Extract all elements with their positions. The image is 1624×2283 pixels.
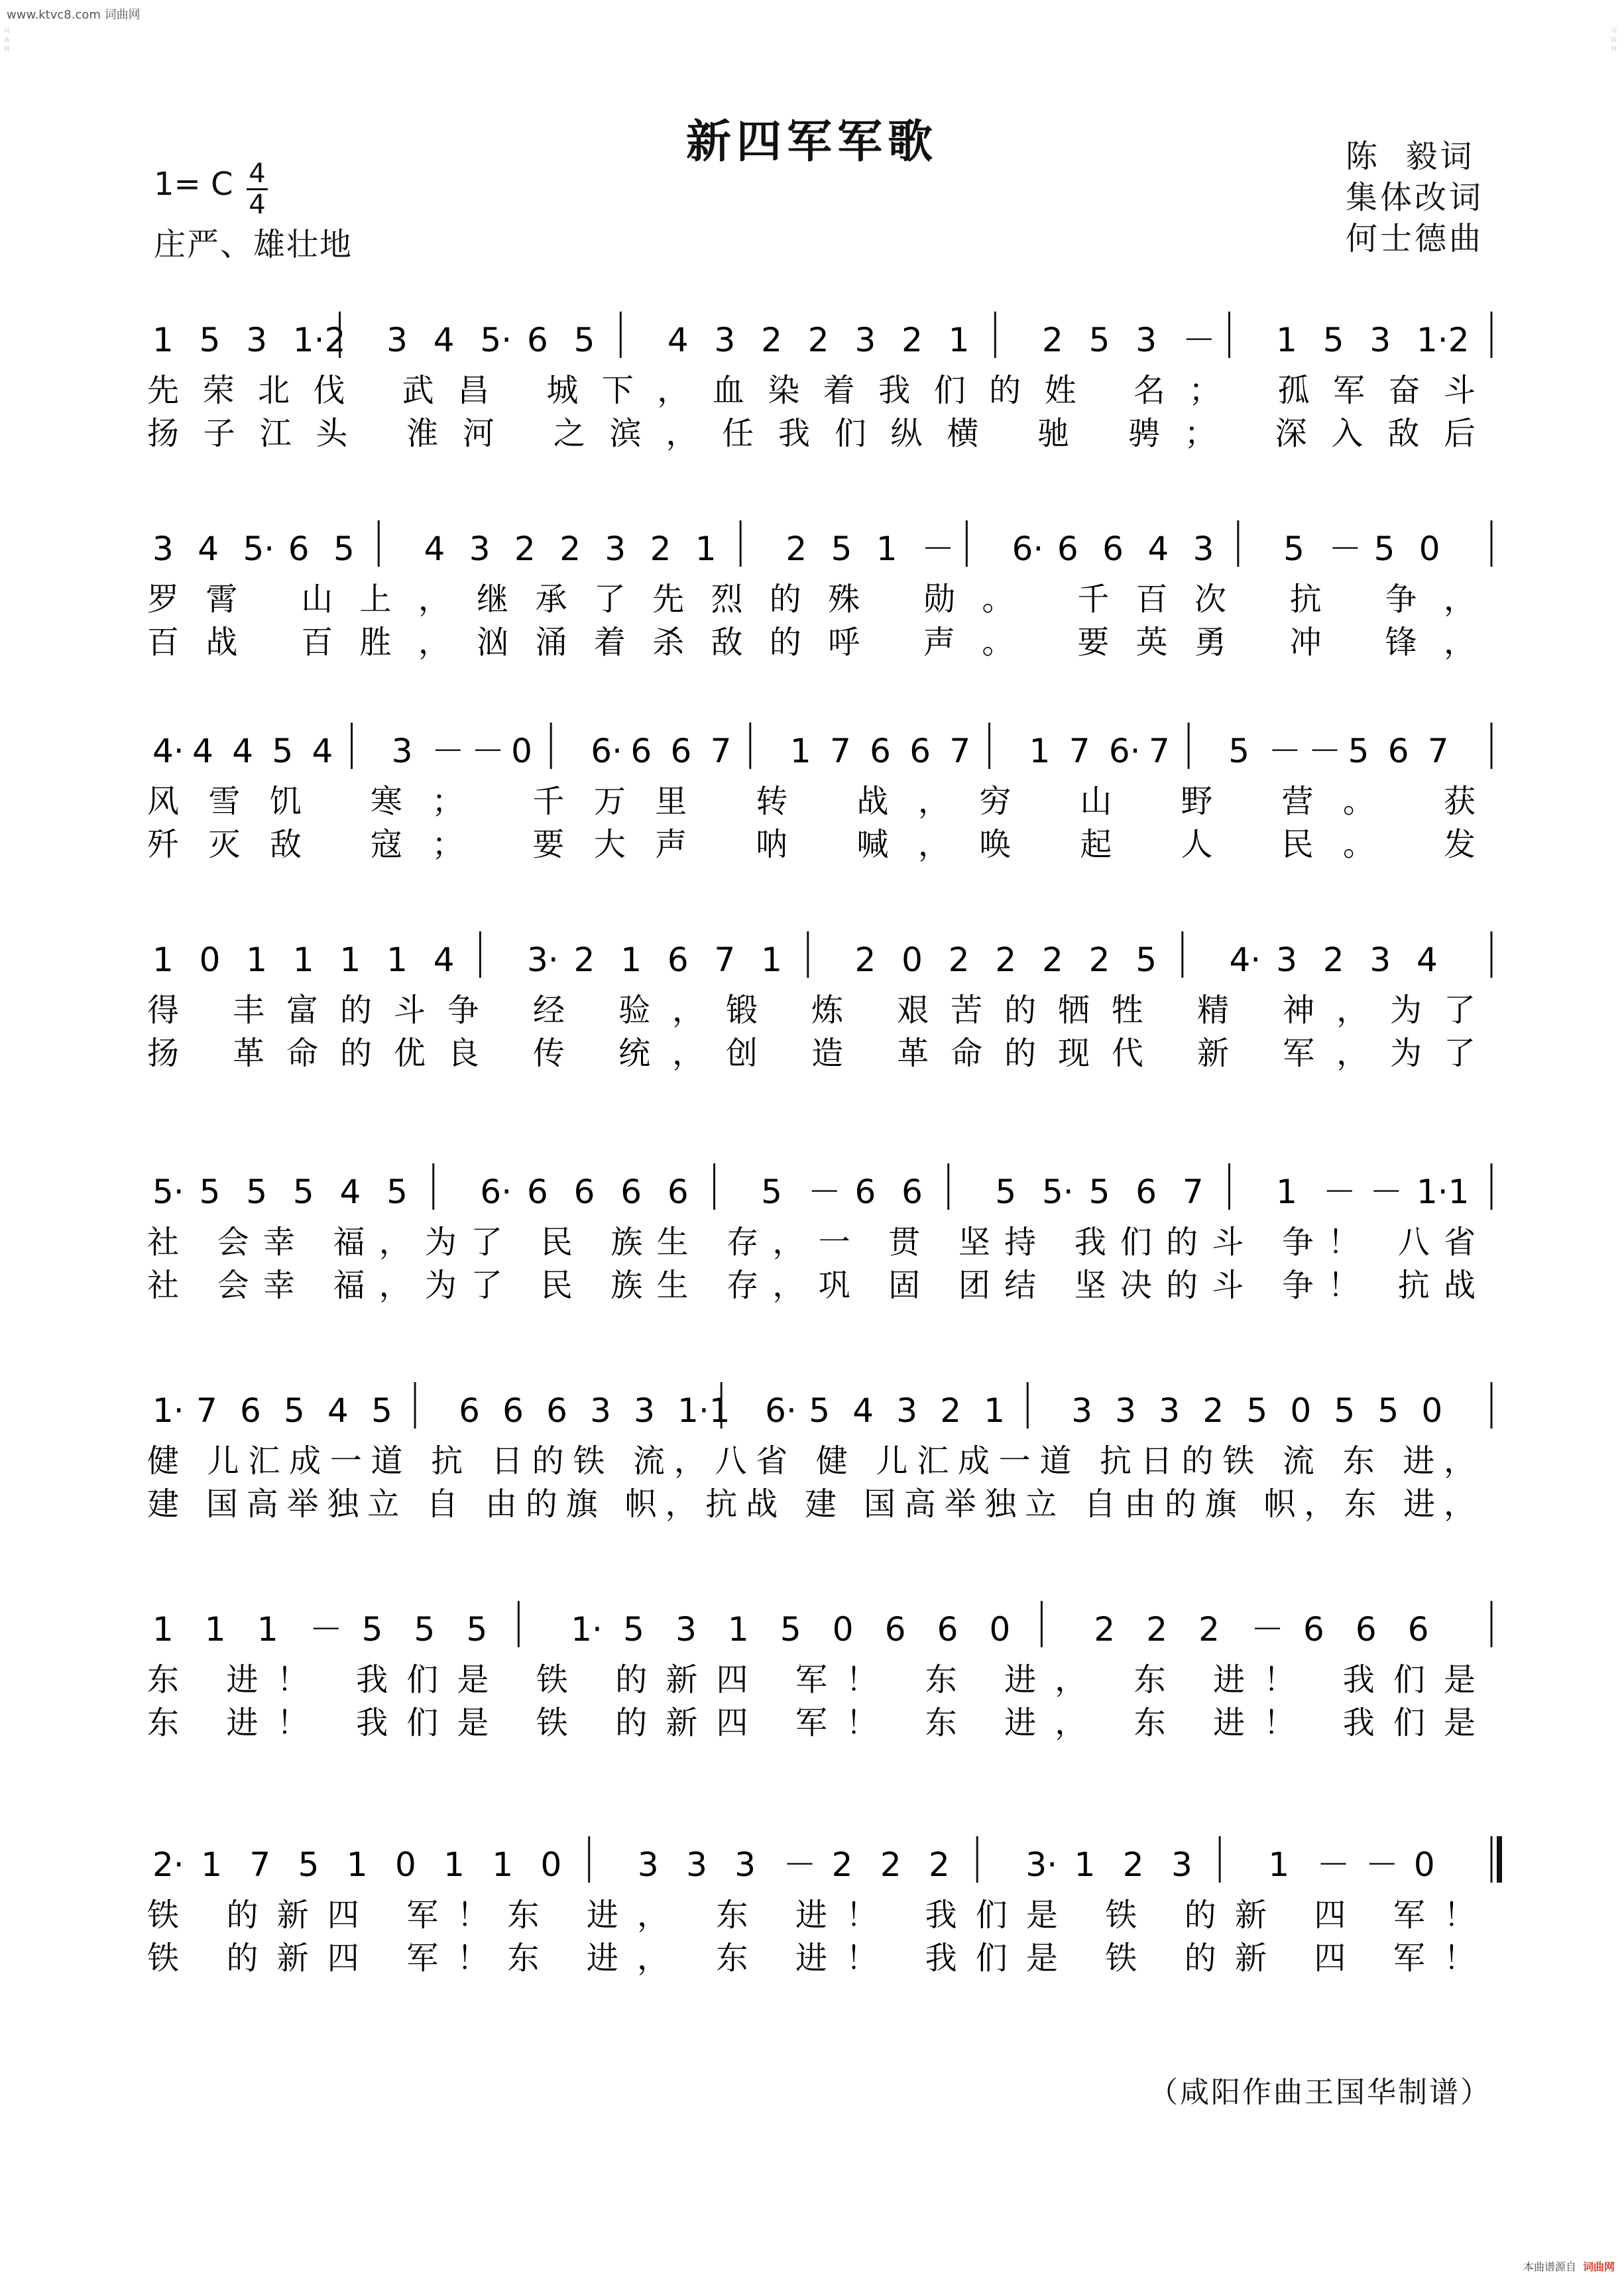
note: － (309, 1610, 343, 1649)
lyric-verse-2: 社 会幸 福，为了 民 族生 存，巩 固 团结 坚决的斗 争！ 抗战 (147, 1267, 1479, 1304)
note: 2 (1198, 1610, 1220, 1649)
lyric-verse-1: 先荣北伐 武昌 城下，血染着我们的姓 名； 孤军奋斗 (147, 372, 1479, 409)
note: 1 (1029, 732, 1051, 770)
credit-revision: 集体改词 (1346, 179, 1484, 216)
note: 1 (876, 530, 898, 568)
note: 6· (1108, 732, 1141, 770)
lyric-verse-1: 健 儿汇成一道 抗 日的铁 流，八省 健 儿汇成一道 抗日的铁 流 东 进， (147, 1442, 1479, 1480)
note: 1 (1074, 1845, 1096, 1884)
note: 1 (386, 941, 408, 979)
note: 2 (785, 530, 807, 568)
note: － (471, 732, 504, 770)
note: 6· (765, 1391, 797, 1430)
note: 6 (288, 530, 310, 568)
note: 5 (809, 1391, 831, 1430)
note: 4 (424, 530, 445, 568)
note: 3 (605, 530, 626, 568)
note: 2 (940, 1391, 962, 1430)
note: － (1308, 732, 1342, 770)
note: 5 (284, 1391, 305, 1430)
lyric-verse-1: 社 会幸 福，为了 民 族生 存，一 贯 坚持 我们的斗 争！ 八省 (147, 1224, 1479, 1261)
note: 3 (896, 1391, 918, 1430)
note: 3 (854, 321, 876, 359)
note: 5 (298, 1845, 319, 1884)
note: 2 (854, 941, 876, 979)
note: 1 (204, 1610, 226, 1649)
note: 7 (1182, 1173, 1204, 1211)
lyric-verse-2: 歼灭敌 寇； 要大声 呐 喊，唤 起 人 民。 发 (147, 826, 1479, 863)
note: 5 (780, 1610, 801, 1649)
lyric-verse-2: 铁 的新四 军！东 进， 东 进！ 我们是 铁 的新 四 军！ (147, 1940, 1479, 1977)
note: 4 (433, 321, 455, 359)
note: 3 (391, 732, 413, 770)
note: 2 (1041, 941, 1063, 979)
note: 0 (394, 1845, 416, 1884)
note: 6 (1355, 1610, 1377, 1649)
note: 1· (152, 1391, 184, 1430)
note: 2 (831, 1845, 853, 1884)
note: 0 (511, 732, 532, 770)
lyric-verse-1: 铁 的新四 军！东 进， 东 进！ 我们是 铁 的新 四 军！ (147, 1897, 1479, 1934)
note: 1·1 (1416, 1173, 1470, 1211)
note: 5 (1088, 321, 1110, 359)
note: － (921, 530, 955, 568)
credit-lyricist: 陈 毅词 (1346, 138, 1475, 175)
note: 0 (1290, 1391, 1312, 1430)
note: 4 (339, 1173, 361, 1211)
note: 1·2 (1416, 321, 1470, 359)
note: 1 (152, 941, 174, 979)
lyric-verse-1: 罗霄 山上，继承了先烈的殊 勋。 千百次 抗 争， (147, 581, 1479, 618)
note: 5 (1334, 1391, 1356, 1430)
note: 6 (909, 732, 931, 770)
note: － (1322, 1173, 1356, 1211)
note: 1·2 (292, 321, 346, 359)
lyric-verse-2: 东 进！ 我们是 铁 的新四 军！ 东 进， 东 进！ 我们是 (147, 1704, 1479, 1741)
note: 3 (386, 321, 408, 359)
note: 5 (1377, 1391, 1399, 1430)
note: 4 (232, 732, 254, 770)
note: 1 (152, 321, 174, 359)
credit-composer: 何士德曲 (1346, 220, 1484, 257)
note: 1 (257, 1610, 278, 1649)
note: 2 (807, 321, 829, 359)
note: 6 (901, 1173, 923, 1211)
note: 6 (937, 1610, 958, 1649)
note: 0 (199, 941, 221, 979)
note: 5 (1283, 530, 1305, 568)
note: 4 (852, 1391, 874, 1430)
note: 3 (1171, 1845, 1192, 1884)
note: 3 (686, 1845, 707, 1884)
note: 6· (480, 1173, 512, 1211)
note: 2 (1322, 941, 1344, 979)
note: 6 (667, 941, 689, 979)
note: － (807, 1173, 841, 1211)
note: 6 (527, 321, 548, 359)
note: 1 (292, 941, 314, 979)
note: 7 (1069, 732, 1090, 770)
note: 0 (1421, 1391, 1443, 1430)
note: 1 (1268, 1845, 1290, 1884)
lyric-verse-1: 风雪饥 寒； 千万里 转 战，穷 山 野 营。 获 (147, 783, 1479, 820)
note: 5 (386, 1173, 408, 1211)
note: 5 (361, 1610, 383, 1649)
note: 4 (1147, 530, 1169, 568)
note: 5 (573, 321, 595, 359)
note: 7 (949, 732, 971, 770)
note: 5 (1348, 732, 1369, 770)
note: 7 (249, 1845, 271, 1884)
note: 1 (727, 1610, 749, 1649)
note: 6 (1407, 1610, 1429, 1649)
side-watermark-left: 词曲网 (4, 28, 11, 53)
note: 6 (573, 1173, 595, 1211)
note: 1 (620, 941, 642, 979)
tempo-marking: 庄严、雄壮地 (154, 226, 353, 263)
note: 3· (527, 941, 559, 979)
note: 1 (695, 530, 717, 568)
note: 6 (884, 1610, 906, 1649)
lyric-verse-2: 扬 革命的优良 传 统，创 造 革命的现代 新 军，为了 (147, 1035, 1479, 1072)
note: 6 (1057, 530, 1078, 568)
note: 6 (670, 732, 692, 770)
lyric-verse-2: 百战 百胜，汹涌着杀敌的呼 声。 要英勇 冲 锋， (147, 624, 1479, 661)
note: － (783, 1845, 817, 1884)
lyric-verse-2: 建 国高举独立 自 由的旗 帜，抗战 建 国高举独立 自由的旗 帜，东 进， (147, 1486, 1479, 1523)
note: 3· (1025, 1845, 1058, 1884)
note: 1 (346, 1845, 368, 1884)
note: 3 (634, 1391, 655, 1430)
note: 5 (623, 1610, 644, 1649)
note: 3 (1159, 1391, 1181, 1430)
note: 5 (1088, 1173, 1110, 1211)
note: 3 (590, 1391, 611, 1430)
note: 5· (152, 1173, 184, 1211)
note: 3 (1369, 321, 1391, 359)
lyric-verse-1: 东 进！ 我们是 铁 的新四 军！ 东 进， 东 进！ 我们是 (147, 1661, 1479, 1698)
note: 7 (1427, 732, 1449, 770)
note: 5 (995, 1173, 1017, 1211)
note: 6 (527, 1173, 548, 1211)
note: － (1328, 530, 1362, 568)
note: 0 (1413, 1845, 1435, 1884)
note: 5 (1228, 732, 1250, 770)
side-watermark-right: 词曲网 (1611, 28, 1617, 53)
note: 1 (984, 1391, 1006, 1430)
note: 2 (1146, 1610, 1168, 1649)
note: 4 (667, 321, 689, 359)
note: 1 (339, 941, 361, 979)
note: 4 (433, 941, 455, 979)
note: 2 (761, 321, 782, 359)
note: 1 (201, 1845, 223, 1884)
note: 6 (620, 1173, 642, 1211)
note: 5 (1246, 1391, 1268, 1430)
note: 5 (831, 530, 852, 568)
meter-bottom: 4 (249, 190, 266, 220)
note: 1 (948, 321, 970, 359)
note: 5 (246, 1173, 268, 1211)
note: 2 (1202, 1391, 1224, 1430)
note: 6 (502, 1391, 524, 1430)
note: 5· (243, 530, 275, 568)
note: 6 (667, 1173, 689, 1211)
note: 0 (989, 1610, 1011, 1649)
note: 5 (371, 1391, 392, 1430)
note: 3 (1276, 941, 1297, 979)
note: 5 (333, 530, 355, 568)
note: 6 (1135, 1173, 1157, 1211)
note: 6 (459, 1391, 480, 1430)
note: 6 (854, 1173, 876, 1211)
note: 3 (1369, 941, 1391, 979)
lyric-verse-2: 扬子江头 淮河 之滨，任我们纵横 驰 骋； 深入敌后 (147, 415, 1479, 452)
note: 3 (152, 530, 174, 568)
note: 4· (1229, 941, 1261, 979)
note: 2 (901, 321, 923, 359)
note: 7 (1148, 732, 1170, 770)
note: 1 (492, 1845, 514, 1884)
note: 7 (196, 1391, 217, 1430)
note: 3 (734, 1845, 756, 1884)
note: 1·1 (677, 1391, 730, 1430)
note: 3 (1135, 321, 1157, 359)
note: 2 (514, 530, 536, 568)
note: 2 (929, 1845, 950, 1884)
note: 1 (443, 1845, 465, 1884)
note: － (1251, 1610, 1285, 1649)
note: 5 (1322, 321, 1344, 359)
note: 6 (240, 1391, 261, 1430)
song-title: 新四军军歌 (685, 115, 938, 168)
meter-top: 4 (249, 158, 266, 189)
note: 2 (650, 530, 671, 568)
note: 5· (480, 321, 512, 359)
note: 2 (559, 530, 581, 568)
note: 4 (192, 732, 213, 770)
note: 2 (995, 941, 1017, 979)
note: － (1316, 1845, 1350, 1884)
note: 2 (1041, 321, 1063, 359)
note: 1 (152, 1610, 174, 1649)
note: 2 (1088, 941, 1110, 979)
note: 6· (591, 732, 623, 770)
note: 2 (1122, 1845, 1144, 1884)
note: 7 (714, 941, 736, 979)
note: 6 (1303, 1610, 1324, 1649)
note: 2 (948, 941, 970, 979)
note: 5 (466, 1610, 488, 1649)
site-watermark[interactable]: www.ktvc8.com 词曲网 (7, 8, 141, 22)
note: － (1365, 1845, 1399, 1884)
note: 7 (830, 732, 851, 770)
note: － (431, 732, 465, 770)
note: 5 (199, 1173, 221, 1211)
note: 6· (1012, 530, 1044, 568)
note: 0 (832, 1610, 854, 1649)
note: 3 (675, 1610, 697, 1649)
note: － (1182, 321, 1216, 359)
note: 5 (199, 321, 221, 359)
note: 3 (469, 530, 491, 568)
note: 1 (1276, 321, 1297, 359)
note: 3 (714, 321, 736, 359)
note: 5· (1041, 1173, 1074, 1211)
note: 3 (1071, 1391, 1093, 1430)
note: 6 (630, 732, 652, 770)
note: 0 (540, 1845, 562, 1884)
note: 2 (1094, 1610, 1116, 1649)
note: 3 (1192, 530, 1214, 568)
note: 2 (880, 1845, 901, 1884)
note: 6 (1102, 530, 1124, 568)
note: － (1268, 732, 1302, 770)
note: 0 (901, 941, 923, 979)
note: 2· (152, 1845, 184, 1884)
note: 5 (1373, 530, 1395, 568)
note: 6 (870, 732, 891, 770)
brand-logo: 词曲网 (1582, 2260, 1615, 2273)
note: 3 (637, 1845, 659, 1884)
note: 1 (789, 732, 811, 770)
note: 5 (272, 732, 294, 770)
note: 5 (1135, 941, 1157, 979)
source-watermark[interactable] (1523, 2258, 1615, 2274)
final-barline (1497, 1836, 1502, 1883)
note: 6 (1387, 732, 1409, 770)
note: 4 (1416, 941, 1438, 979)
source-label: 本曲谱源自 (1523, 2260, 1576, 2273)
note: 0 (1419, 530, 1440, 568)
note: 1 (1276, 1173, 1297, 1211)
lyric-verse-1: 得 丰富的斗争 经 验，锻 炼 艰苦的牺牲 精 神，为了 (147, 992, 1479, 1029)
key-signature: 1= C (154, 166, 233, 203)
note: 1· (571, 1610, 603, 1649)
note: 4 (312, 732, 333, 770)
note: 1 (761, 941, 782, 979)
note: 3 (246, 321, 268, 359)
note: 7 (710, 732, 732, 770)
note: 4· (152, 732, 184, 770)
note: 5 (292, 1173, 314, 1211)
note: 4 (327, 1391, 349, 1430)
note: － (1369, 1173, 1403, 1211)
arranger-credit: （咸阳作曲王国华制谱） (1149, 2076, 1491, 2109)
note: 4 (198, 530, 219, 568)
note: 2 (573, 941, 595, 979)
note: 5 (761, 1173, 782, 1211)
note: 3 (1115, 1391, 1137, 1430)
note: 5 (414, 1610, 435, 1649)
note: 6 (546, 1391, 567, 1430)
note: 1 (246, 941, 268, 979)
